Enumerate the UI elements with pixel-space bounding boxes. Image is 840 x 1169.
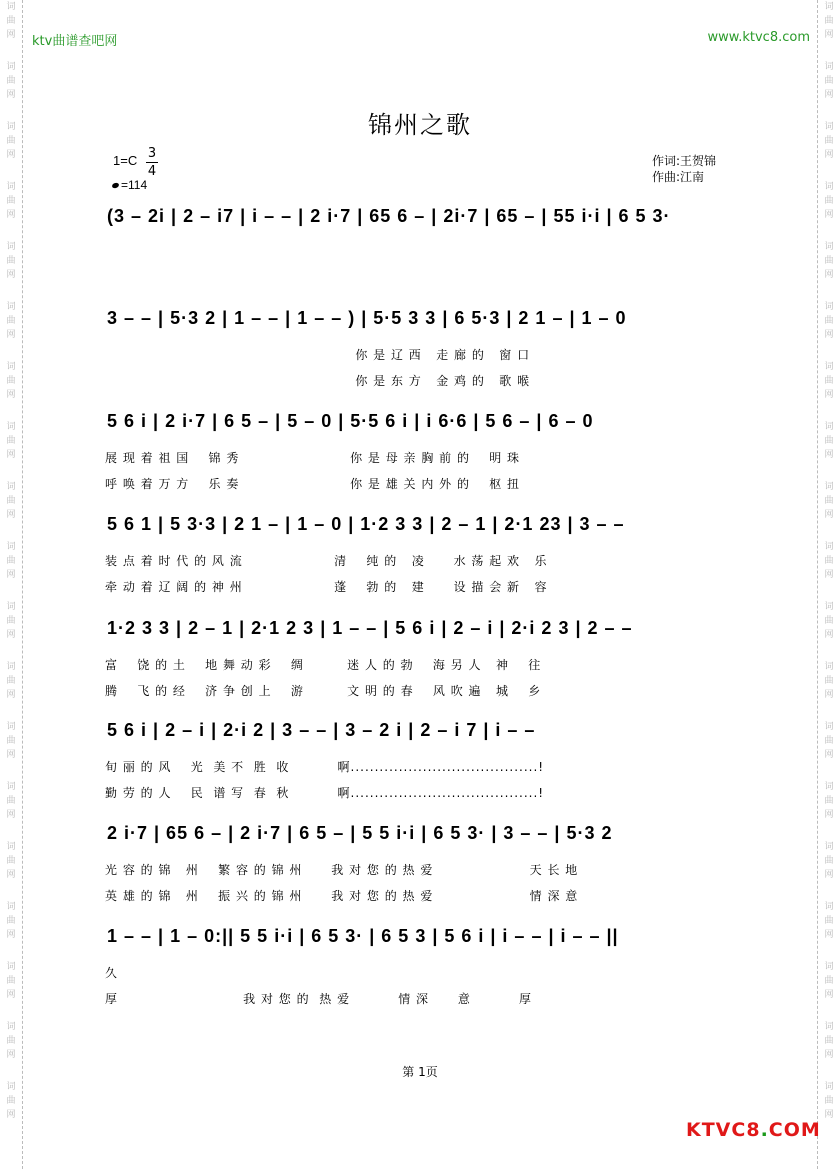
site-name-left[interactable]: ktv曲谱查吧网	[32, 34, 118, 49]
lyric-line-2: 你 是 东 方 金 鸡 的 歌 喉	[105, 374, 531, 388]
watermark-glyph-group: 词 曲 网	[824, 482, 834, 520]
watermark-glyph-group: 词 曲 网	[824, 902, 834, 940]
right-watermark-strip	[817, 0, 840, 1169]
watermark-glyph-group: 词 曲 网	[6, 902, 16, 940]
lyric-line-1: 你 是 辽 西 走 廊 的 窗 口	[105, 348, 531, 362]
notation-text: 2 i·7 | 65 6 – | 2 i·7 | 6 5 – | 5 5 i·i | 6 5 3· | 3 – – | 5·3 2	[107, 823, 613, 843]
watermark-glyph-group: 词 曲 网	[824, 662, 834, 700]
score-system	[105, 612, 755, 704]
watermark-glyph-group: 词 曲 网	[6, 842, 16, 880]
score-system	[105, 302, 755, 394]
lyric-line-1: 装 点 着 时 代 的 风 流 清 纯 的 凌 水 荡 起 欢 乐	[105, 554, 548, 568]
watermark-glyph-group: 词 曲 网	[6, 482, 16, 520]
watermark-glyph-group: 词 曲 网	[824, 182, 834, 220]
notation-line	[105, 920, 755, 960]
lyricist: 作词:王贺锦	[652, 154, 717, 168]
lyric-line-2: 牵 动 着 辽 阔 的 神 州 蓬 勃 的 建 设 描 会 新 容	[105, 580, 548, 594]
lyric-line-2: 厚 我 对 您 的 热 爱 情 深 意 厚	[105, 992, 533, 1006]
site-logo[interactable]: KTVC8.COM	[686, 1119, 821, 1141]
watermark-glyph-group: 词 曲 网	[824, 842, 834, 880]
watermark-glyph-group: 词 曲 网	[824, 1022, 834, 1060]
notation-text: 1·2 3 3 | 2 – 1 | 2·1 2 3 | 1 – – | 5 6 i | 2 – i | 2·i 2 3 | 2 – –	[107, 618, 633, 638]
watermark-glyph-group: 词 曲 网	[824, 2, 834, 40]
lyric-line-2	[105, 266, 755, 292]
lyric-line-2: 腾 飞 的 经 济 争 创 上 游 文 明 的 春 风 吹 遍 城 乡	[105, 684, 542, 698]
lyric-line-1: 旬 丽 的 风 光 美 不 胜 收 啊.......................................!	[105, 760, 545, 774]
lyric-line-2: 勤 劳 的 人 民 谱 写 春 秋 啊.......................................!	[105, 786, 545, 800]
score-system	[105, 817, 755, 909]
score-system	[105, 200, 755, 292]
notation-text: 5 6 i | 2 – i | 2·i 2 | 3 – – | 3 – 2 i | 2 – i 7 | i – –	[107, 720, 536, 740]
watermark-glyph-group: 词 曲 网	[824, 542, 834, 580]
watermark-glyph-group: 词 曲 网	[6, 422, 16, 460]
notation-line	[105, 302, 755, 342]
lyric-line-1: 光 容 的 锦 州 繁 容 的 锦 州 我 对 您 的 热 爱 天 长 地	[105, 863, 579, 877]
watermark-glyph-group: 词 曲 网	[6, 1022, 16, 1060]
lyric-line-2: 呼 唤 着 万 方 乐 奏 你 是 雄 关 内 外 的 枢 扭	[105, 477, 521, 491]
lyric-line-1: 展 现 着 祖 国 锦 秀 你 是 母 亲 胸 前 的 明 珠	[105, 451, 521, 465]
notation-line	[105, 508, 755, 548]
watermark-glyph-group: 词 曲 网	[824, 302, 834, 340]
page-number: 第 1页	[402, 1065, 438, 1079]
watermark-glyph-group: 词 曲 网	[6, 722, 16, 760]
watermark-glyph-group: 词 曲 网	[6, 782, 16, 820]
watermark-glyph-group: 词 曲 网	[6, 662, 16, 700]
watermark-glyph-group: 词 曲 网	[6, 1082, 16, 1120]
notation-text: 1 – – | 1 – 0:|| 5 5 i·i | 6 5 3· | 6 5 3 | 5 6 i | i – – | i – – ||	[107, 926, 619, 946]
credits	[652, 153, 716, 185]
notation-line	[105, 612, 755, 652]
time-signature	[146, 145, 158, 180]
score-system	[105, 405, 755, 497]
watermark-glyph-group: 词 曲 网	[824, 782, 834, 820]
left-watermark-strip	[0, 0, 23, 1169]
key-signature: 1=C	[113, 153, 138, 168]
lyric-line-1: 富 饶 的 土 地 舞 动 彩 绸 迷 人 的 勃 海 另 人 神 往	[105, 658, 542, 672]
watermark-glyph-group: 词 曲 网	[824, 242, 834, 280]
notation-text: 3 – – | 5·3 2 | 1 – – | 1 – – ) | 5·5 3 3 | 6 5·3 | 2 1 – | 1 – 0	[107, 308, 627, 328]
notation-line	[105, 714, 755, 754]
notation-line	[105, 200, 755, 240]
time-signature-bottom: 4	[147, 164, 157, 179]
lyric-line-1: 久	[105, 966, 119, 980]
score-system	[105, 508, 755, 600]
watermark-glyph-group: 词 曲 网	[6, 962, 16, 1000]
time-signature-top: 3	[147, 146, 157, 161]
watermark-glyph-group: 词 曲 网	[6, 182, 16, 220]
watermark-glyph-group: 词 曲 网	[824, 722, 834, 760]
watermark-glyph-group: 词 曲 网	[6, 2, 16, 40]
watermark-glyph-group: 词 曲 网	[824, 602, 834, 640]
song-title: 锦州之歌	[368, 111, 472, 139]
watermark-glyph-group: 词 曲 网	[824, 1082, 834, 1120]
watermark-glyph-group: 词 曲 网	[6, 602, 16, 640]
watermark-glyph-group: 词 曲 网	[6, 302, 16, 340]
watermark-glyph-group: 词 曲 网	[824, 422, 834, 460]
score-system	[105, 714, 755, 806]
watermark-glyph-group: 词 曲 网	[824, 62, 834, 100]
watermark-glyph-group: 词 曲 网	[6, 362, 16, 400]
notation-text: 5 6 1 | 5 3·3 | 2 1 – | 1 – 0 | 1·2 3 3 | 2 – 1 | 2·1 23 | 3 – –	[107, 514, 625, 534]
watermark-glyph-group: 词 曲 网	[824, 362, 834, 400]
lyric-line-1	[105, 240, 755, 266]
quarter-note-icon	[111, 182, 119, 189]
composer: 作曲:江南	[652, 170, 705, 184]
tempo-marking: =114	[112, 178, 147, 192]
watermark-glyph-group: 词 曲 网	[6, 542, 16, 580]
watermark-glyph-group: 词 曲 网	[824, 122, 834, 160]
score-system	[105, 920, 755, 1012]
notation-text: (3 – 2i | 2 – i7 | i – – | 2 i·7 | 65 6 – | 2i·7 | 65 – | 55 i·i | 6 5 3·	[107, 206, 671, 226]
notation-line	[105, 817, 755, 857]
watermark-glyph-group: 词 曲 网	[6, 122, 16, 160]
lyric-line-2: 英 雄 的 锦 州 振 兴 的 锦 州 我 对 您 的 热 爱 情 深 意	[105, 889, 579, 903]
notation-text: 5 6 i | 2 i·7 | 6 5 – | 5 – 0 | 5·5 6 i | i 6·6 | 5 6 – | 6 – 0	[107, 411, 594, 431]
watermark-glyph-group: 词 曲 网	[6, 62, 16, 100]
notation-line	[105, 405, 755, 445]
site-url-right[interactable]: www.ktvc8.com	[707, 30, 810, 45]
watermark-glyph-group: 词 曲 网	[6, 242, 16, 280]
watermark-glyph-group: 词 曲 网	[824, 962, 834, 1000]
